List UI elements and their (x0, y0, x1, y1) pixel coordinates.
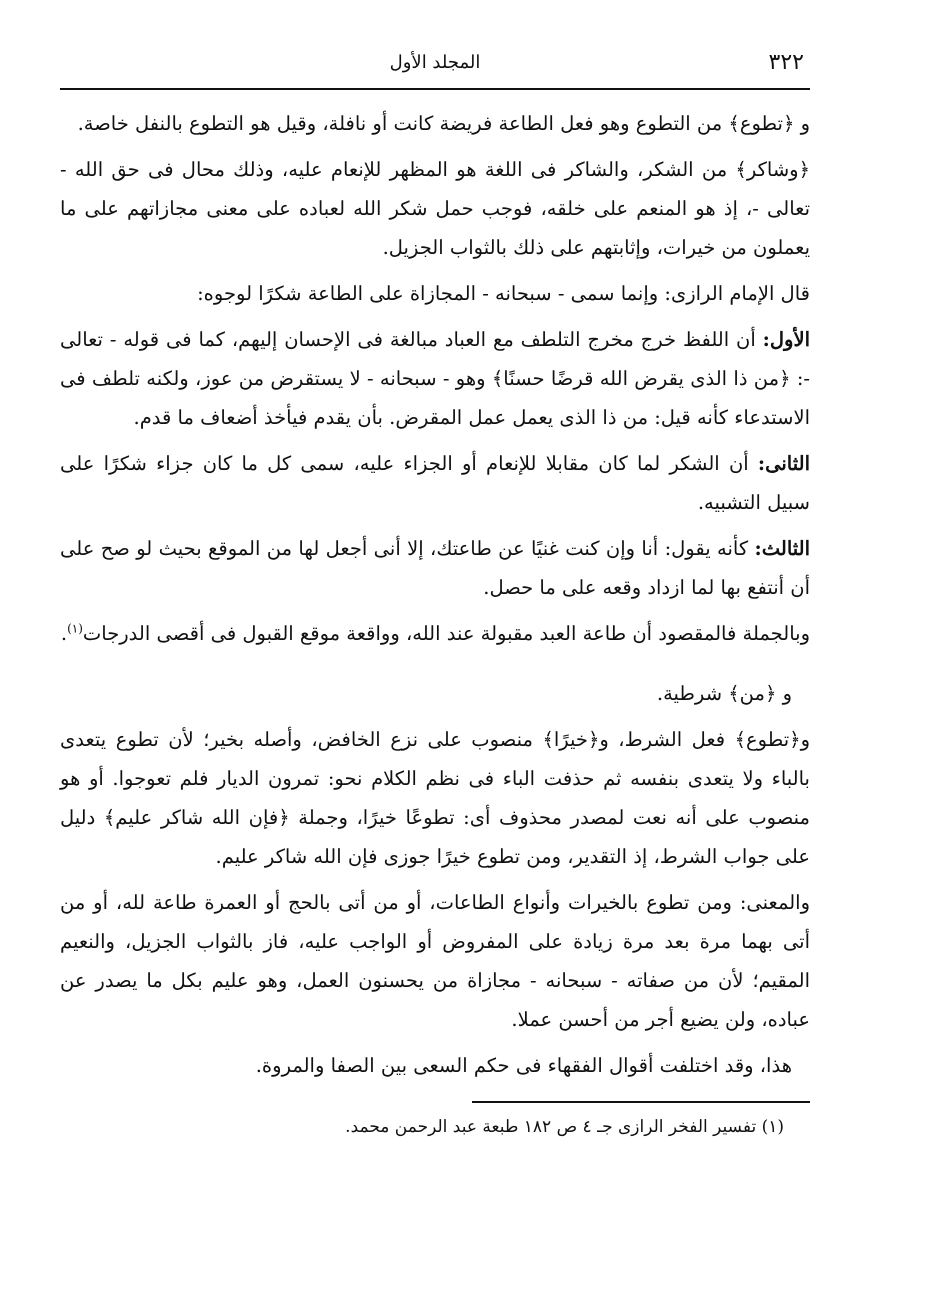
paragraph-text: هذا، وقد اختلفت أقوال الفقهاء فى حكم السعى بين الصفا والمروة. (255, 1054, 792, 1077)
paragraph-razi-intro (60, 274, 810, 313)
paragraph-meaning (60, 883, 810, 1039)
page-header (60, 44, 810, 90)
footnote-rule (472, 1101, 810, 1103)
paragraph-man (60, 674, 810, 713)
page-body (60, 90, 810, 1141)
footnote: (١) تفسير الفخر الرازى جـ ٤ ص ١٨٢ طبعة عبد الرحمن محمد. (345, 1117, 784, 1137)
paragraph-text: و ﴿تطوع﴾ من التطوع وهو فعل الطاعة فريضة كانت أو نافلة، وقيل هو التطوع بالنفل خاصة. (77, 112, 810, 135)
paragraph-tatawwa (60, 104, 810, 143)
paragraph-text: و﴿تطوع﴾ فعل الشرط، و﴿خيرًا﴾ منصوب على نزع الخافض، وأصله بخير؛ لأن تطوع يتعدى بالباء ولا يتعدى بنفسه ثم حذفت الباء فى نظم الكلام نحو: تمرون الديار فلم تعوجوا. أو هو منصوب على أنه نعت لمصدر محذوف أى: تطوعًا خيرًا، وجملة ﴿فإن الله شاكر عليم﴾ دليل على جواب الشرط، إذ التقدير، ومن تطوع خيرًا جوزى فإن الله شاكر عليم. (60, 728, 810, 868)
paragraph-third-reason (60, 529, 810, 607)
paragraph-text: وبالجملة فالمقصود أن طاعة العبد مقبولة عند الله، وواقعة موقع القبول فى أقصى الدرجات (82, 622, 810, 645)
document-page (60, 44, 810, 1141)
paragraph-tail: . (60, 622, 68, 645)
paragraph-first-reason (60, 320, 810, 437)
paragraph-text: ﴿وشاكر﴾ من الشكر، والشاكر فى اللغة هو المظهر للإنعام عليه، وذلك محال فى حق الله - تعالى -، إذ هو المنعم على خلقه، فوجب حمل شكر الله لعباده على معنى مجازاتهم على ما يعملون من خيرات، وإثابتهم على ذلك بالثواب الجزيل. (60, 158, 810, 259)
page-number: ٣٢٢ (768, 50, 804, 75)
header-rule (60, 88, 810, 90)
paragraph-text: قال الإمام الرازى: وإنما سمى - سبحانه - المجازاة على الطاعة شكرًا لوجوه: (197, 282, 810, 305)
paragraph-second-reason (60, 444, 810, 522)
paragraph-closing (60, 1046, 810, 1085)
paragraph-text: أن الشكر لما كان مقابلا للإنعام أو الجزاء عليه، سمى كل ما كان جزاء شكرًا على سبيل التشبيه. (60, 452, 810, 514)
footnote-ref: (١) (67, 621, 83, 636)
paragraph-grammar (60, 720, 810, 876)
paragraph-lead: الثانى: (757, 452, 810, 475)
paragraph-gap (60, 660, 810, 674)
paragraph-text: كأنه يقول: أنا وإن كنت غنيًا عن طاعتك، إلا أنى أجعل لها من الموقع بحيث لو صح على أن أنتفع بها لما ازداد وقعه على ما حصل. (60, 537, 810, 599)
paragraph-shakir (60, 150, 810, 267)
paragraph-lead: الأول: (762, 328, 810, 351)
paragraph-text: و ﴿من﴾ شرطية. (656, 682, 792, 705)
running-title: المجلد الأول (389, 52, 481, 73)
paragraph-lead: الثالث: (754, 537, 811, 560)
paragraph-summary (60, 614, 810, 653)
paragraph-text: أن اللفظ خرج مخرج التلطف مع العباد مبالغة فى الإحسان إليهم، كما فى قوله - تعالى -: ﴿من ذا الذى يقرض الله قرضًا حسنًا﴾ وهو - سبحانه - لا يستقرض من عوز، ولكنه تلطف فى الاستدعاء كأنه قيل: من ذا الذى يعمل عمل المقرض. بأن يقدم فيأخذ أضعاف ما قدم. (60, 328, 810, 429)
paragraph-text: والمعنى: ومن تطوع بالخيرات وأنواع الطاعات، أو من أتى بالحج أو العمرة طاعة لله، أو من أتى بهما مرة بعد مرة زيادة على المفروض أو الواجب عليه، فاز بالثواب الجزيل، والنعيم المقيم؛ لأن من صفاته - سبحانه - مجازاة من يحسنون العمل، وهو عليم بكل ما يصدر عن عباده، ولن يضيع أجر من أحسن عملا. (60, 891, 810, 1031)
